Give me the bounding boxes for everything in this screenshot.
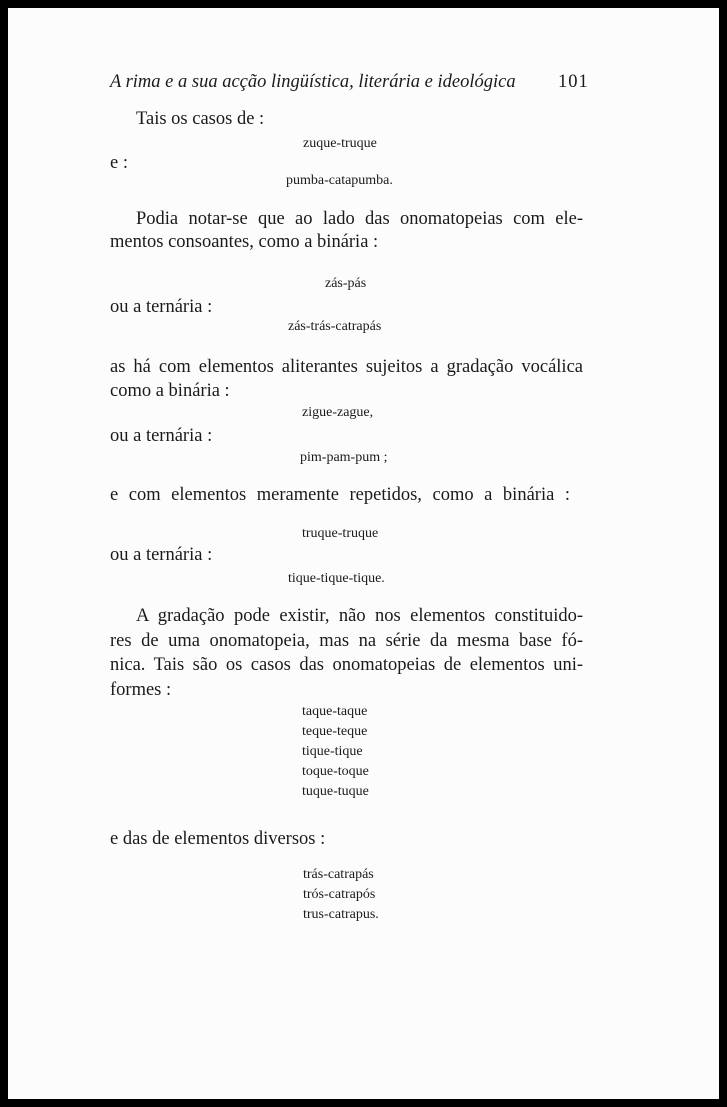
paragraph-line: Podia notar-se que ao lado das onomatopeias com ele-	[136, 209, 583, 229]
text-line: ou a ternária :	[110, 545, 213, 565]
example-word: pumba-catapumba.	[286, 173, 393, 188]
example-word: zás-pás	[325, 276, 367, 291]
paragraph-line: mentos consoantes, como a binária :	[110, 232, 379, 252]
paragraph-line: e das de elementos diversos :	[110, 829, 326, 849]
running-title: A rima e a sua acção lingüística, literária e ideológica	[110, 72, 516, 92]
example-word: tique-tique	[302, 744, 363, 759]
example-word: teque-teque	[302, 724, 368, 739]
example-word: trás-catrapás	[303, 867, 374, 882]
example-word: tique-tique-tique.	[288, 571, 385, 586]
text-line: ou a ternária :	[110, 297, 213, 317]
example-word: tuque-tuque	[302, 784, 369, 799]
paragraph-line: A gradação pode existir, não nos elementos constituido-	[136, 606, 583, 626]
example-word: trós-catrapós	[303, 887, 376, 902]
example-word: zuque-truque	[303, 136, 377, 151]
text-line: ou a ternária :	[110, 426, 213, 446]
paragraph-line: como a binária :	[110, 381, 230, 401]
example-word: taque-taque	[302, 704, 368, 719]
example-word: pim-pam-pum ;	[300, 450, 388, 465]
paragraph-line: e com elementos meramente repetidos, como a binária :	[110, 485, 570, 505]
paragraph-line: res de uma onomatopeia, mas na série da mesma base fó-	[110, 631, 583, 651]
text-line: Tais os casos de :	[136, 109, 265, 129]
example-word: zigue-zague,	[302, 405, 374, 420]
paragraph-line: nica. Tais são os casos das onomatopeias de elementos uni-	[110, 655, 583, 675]
example-word: trus-catrapus.	[303, 907, 379, 922]
example-word: truque-truque	[302, 526, 379, 541]
paragraph-line: as há com elementos aliterantes sujeitos a gradação vocálica	[110, 357, 583, 377]
example-word: zás-trás-catrapás	[288, 319, 382, 334]
text-line: e :	[110, 153, 128, 173]
example-word: toque-toque	[302, 764, 369, 779]
page-number: 101	[558, 72, 589, 92]
paragraph-line: formes :	[110, 680, 172, 700]
